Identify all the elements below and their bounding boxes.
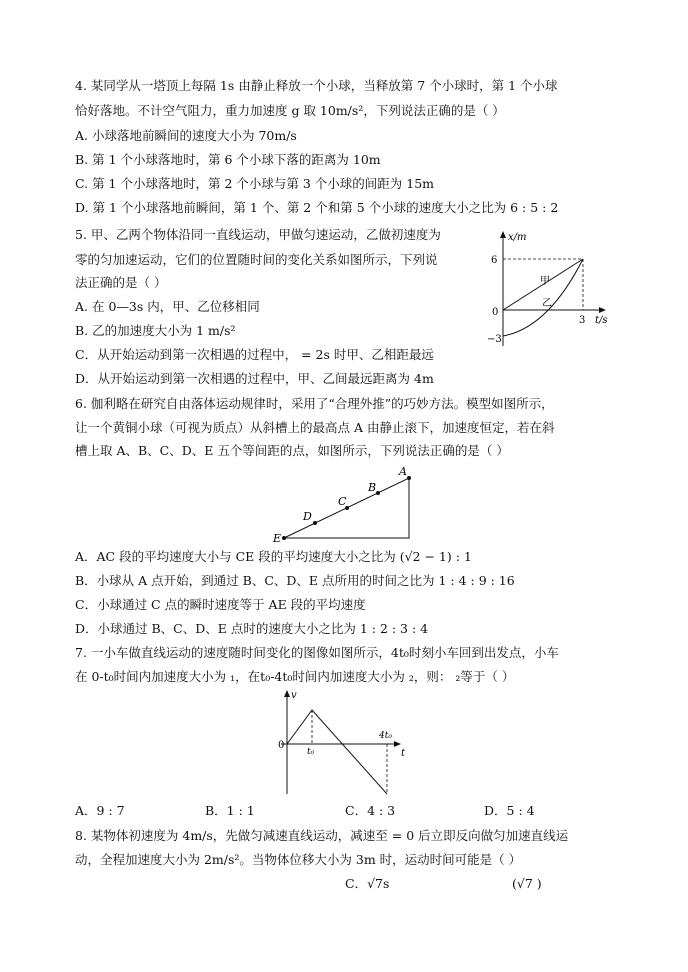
q6-option-b: B．小球从 A 点开始，到通过 B、C、D、E 点所用的时间之比为 1 : 4 : 9 : 16 [75, 573, 515, 588]
q7-option-a: A．9 : 7 [75, 803, 125, 818]
q4-option-c: C. 第 1 个小球落地时，第 2 个小球与第 3 个小球的间距为 15m [75, 176, 434, 191]
q5-stem-line2: 零的匀加速运动，它们的位置随时间的变化关系如图所示，下列说 [75, 252, 438, 267]
q5-xt-graph [478, 228, 618, 356]
q6-option-c: C．小球通过 C 点的瞬时速度等于 AE 段的平均速度 [75, 597, 366, 612]
q5-option-b: B. 乙的加速度大小为 1 m/s² [75, 323, 236, 338]
q6-label-a: A [399, 465, 407, 478]
q5-option-a: A. 在 0—3s 内，甲、乙位移相同 [75, 299, 260, 314]
q6-point-b [376, 491, 380, 495]
q8-option-c: C．√7s [345, 876, 390, 891]
q7-v-label: v [291, 690, 297, 701]
q6-label-b: B [368, 481, 377, 494]
q7-vt-graph [277, 686, 407, 798]
q5-option-c: C．从开始运动到第一次相遇的过程中， = 2s 时甲、乙相距最远 [75, 347, 434, 362]
q7-origin-label: 0 [278, 740, 285, 751]
q5-tick-0: 0 [492, 307, 499, 318]
q6-incline-figure [272, 464, 422, 546]
q4-option-d: D. 第 1 个小球落地前瞬间，第 1 个、第 2 个和第 5 个小球的速度大小之比为 6 : 5 : 2 [75, 200, 559, 215]
q6-option-a: A．AC 段的平均速度大小与 CE 段的平均速度大小之比为 (√2 − 1) : 1 [75, 549, 472, 564]
q5-tick-6: 6 [491, 255, 498, 266]
q6-label-d: D [303, 510, 312, 523]
q6-option-d: D．小球通过 B、C、D、E 点时的速度大小之比为 1 : 2 : 3 : 4 [75, 621, 429, 636]
q4-option-b: B. 第 1 个小球落地时，第 6 个小球下落的距离为 10m [75, 152, 381, 167]
q7-t-arrow-icon [394, 741, 401, 747]
q5-label-yi: 乙 [542, 298, 552, 309]
q6-point-a [407, 476, 411, 480]
q7-stem-line1: 7. 一小车做直线运动的速度随时间变化的图像如图所示，4t₀时刻小车回到出发点，小车 [75, 645, 559, 660]
q6-stem-line2: 让一个黄铜小球（可视为质点）从斜槽上的最高点 A 由静止滚下，加速度恒定，若在斜 [75, 420, 555, 435]
q5-x-label: t/s [595, 315, 608, 326]
q7-4t0-label: 4t₀ [379, 731, 392, 741]
q4-stem-line1: 4. 某同学从一塔顶上每隔 1s 由静止释放一个小球，当释放第 7 个小球时，第 1 个小球 [75, 78, 558, 93]
q5-stem-line1: 5. 甲、乙两个物体沿同一直线运动，甲做匀速运动，乙做初速度为 [75, 227, 441, 242]
q6-label-c: C [338, 495, 347, 508]
q8-stem-line1: 8. 某物体初速度为 4m/s，先做匀减速直线运动，减速至 = 0 后立即反向做匀加速直线运 [75, 828, 569, 843]
q7-option-b: B．1 : 1 [205, 803, 255, 818]
q4-option-a: A. 小球落地前瞬间的速度大小为 70m/s [75, 128, 297, 143]
q6-point-e [282, 536, 286, 540]
q8-option-d-fragment: (√7 ) [512, 876, 542, 891]
q7-t-label: t [401, 748, 406, 759]
q5-y-arrow-icon [500, 231, 506, 238]
q6-stem-line1: 6. 伽利略在研究自由落体运动规律时，采用了“合理外推”的巧妙方法。模型如图所示， [75, 396, 554, 411]
q8-stem-line2: 动，全程加速度大小为 2m/s²。当物体位移大小为 3m 时，运动时间可能是（ ） [75, 852, 522, 867]
q5-tick-3: 3 [579, 315, 586, 326]
q5-option-d: D．从开始运动到第一次相遇的过程中，甲、乙间最远距离为 4m [75, 371, 434, 386]
q7-velocity-line [287, 710, 387, 794]
q5-label-jia: 甲 [540, 276, 550, 287]
q5-tick-neg3: −3 [487, 334, 502, 345]
q7-stem-line2: 在 0-t₀时间内加速度大小为 ₁，在t₀-4t₀时间内加速度大小为 ₂，则： ₂等于（ ） [75, 669, 515, 684]
q5-y-label: x/m [508, 232, 527, 243]
q4-stem-line2: 恰好落地。不计空气阻力，重力加速度 g 取 10m/s²，下列说法正确的是（ ） [75, 103, 505, 118]
q7-option-d: D．5 : 4 [484, 803, 535, 818]
q7-v-arrow-icon [284, 690, 290, 697]
q6-point-d [313, 521, 317, 525]
q7-option-c: C．4 : 3 [345, 803, 396, 818]
q7-t0-label: t₀ [307, 747, 315, 757]
q5-stem-line3: 法正确的是（ ） [75, 275, 167, 290]
q6-label-e: E [273, 532, 282, 545]
q5-x-arrow-icon [599, 307, 606, 313]
q6-stem-line3: 槽上取 A、B、C、D、E 五个等间距的点，如图所示，下列说法正确的是（ ） [75, 443, 509, 458]
